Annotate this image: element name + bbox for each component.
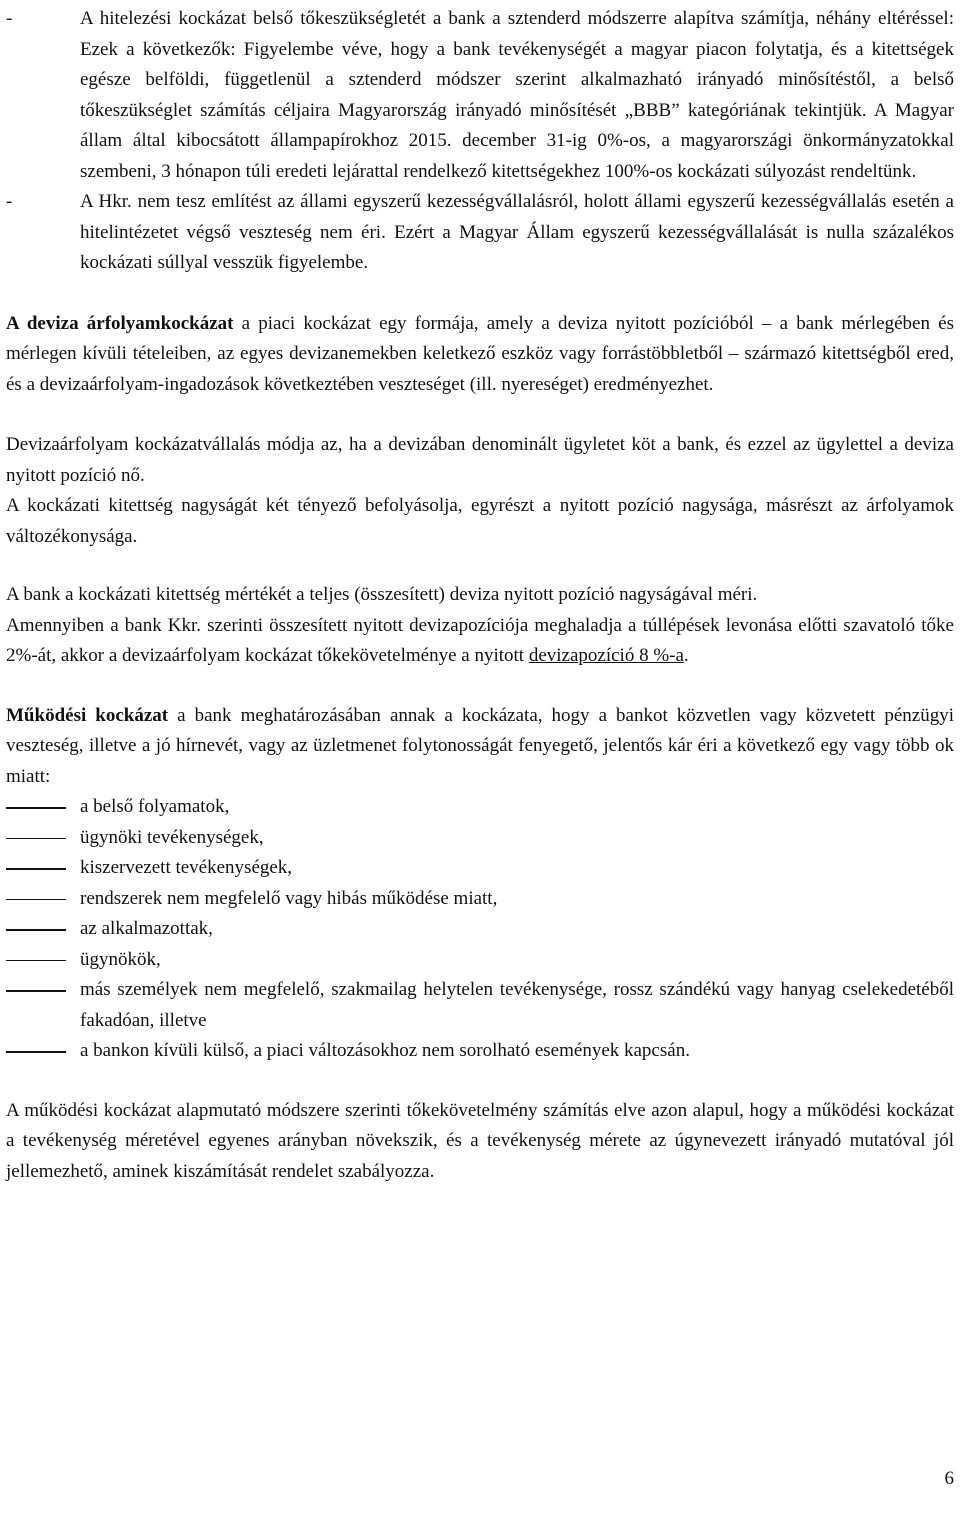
list-item: ügynöki tevékenységek, — [6, 823, 954, 854]
fx-risk-definition-paragraph — [6, 309, 954, 401]
list-item: a bankon kívüli külső, a piaci változásokhoz nem sorolható események kapcsán. — [6, 1036, 954, 1067]
list-item: kiszervezett tevékenységek, — [6, 853, 954, 884]
fx-risk-definition-text: a piaci kockázat egy formája, amely a deviza nyitott pozícióból ‒ a bank mérlegében és mérlegen kívüli tételeiben, az egyes devizanemekben keletkező eszköz vagy forrástöbbletből ‒ származó kitettségből ered, és a devizaárfolyam-ingadozások következtében veszteséget (ill. nyereséget) eredményezhet. — [6, 312, 955, 395]
credit-risk-capital-text: A hitelezési kockázat belső tőkeszükségletét a bank a sztenderd módszerre alapítva számítja, néhány eltéréssel: Ezek a következők: Figyelembe véve, hogy a bank tevékenységét a magyar piacon folytatja, és a kitettségek egésze belföldi, függetlenül a sztenderd módszer szerint alkalmazható irányadó minősítéstől, a belső tőkeszükséglet számítás céljaira Magyarország irányadó minősítését „BBB” kategóriának tekintjük. A Magyar állam által kibocsátott állampapírokhoz 2015. december 31-ig 0%-os, a magyarországi önkormányzatokkal szembeni, 3 hónapon túli eredeti lejárattal rendelkező kitettségekhez 100%-os kockázati súlyozást rendeltünk. — [80, 8, 954, 182]
list-item: az alkalmazottak, — [6, 914, 954, 945]
fx-capital-requirement-paragraph — [6, 611, 954, 672]
operational-risk-term: Működési kockázat — [6, 704, 169, 726]
fx-capital-requirement-end: . — [683, 645, 689, 666]
page-number: 6 — [944, 1468, 954, 1489]
operational-risk-causes-list — [6, 792, 954, 1067]
credit-risk-list-item — [6, 4, 954, 187]
fx-position-rate-underlined: devizapozíció 8 %-a — [528, 645, 684, 666]
list-dash-marker: - — [6, 8, 13, 29]
fx-exposure-measure-paragraph: A bank a kockázati kitettség mértékét a teljes (összesített) deviza nyitott pozíció nagyságával méri. — [6, 584, 758, 605]
list-item: rendszerek nem megfelelő vagy hibás működése miatt, — [6, 884, 954, 915]
basic-indicator-paragraph: A működési kockázat alapmutató módszere szerinti tőkekövetelmény számítás elve azon alapul, hogy a működési kockázat a tevékenység méretével egyenes arányban növekszik, és a tevékenység mérete az úgynevezett irányadó mutatóval jól jellemezhető, aminek kiszámítását rendelet szabályozza. — [6, 1099, 954, 1182]
operational-risk-intro-text: a bank meghatározásában annak a kockázata, hogy a bankot közvetlen vagy közvetett pénzügyi veszteség, illetve a jó hírnevét, vagy az üzletmenet folytonosságát fenyegető, jelentős kár éri a következő egy vagy több ok miatt: — [6, 704, 954, 787]
list-item: más személyek nem megfelelő, szakmailag helytelen tevékenysége, rossz szándékú vagy hanyag cselekedetéből fakadóan, illetve — [6, 975, 954, 1036]
fx-capital-requirement-text: Amennyiben a bank Kkr. szerinti összesített nyitott devizapozíciója meghaladja a túllépések levonása előtti szavatoló tőke 2%-át, akkor a devizaárfolyam kockázat tőkekövetelménye a nyitott — [6, 614, 954, 666]
list-item: a belső folyamatok, — [6, 792, 954, 823]
document-page — [6, 4, 954, 1187]
fx-exposure-factors-paragraph: A kockázati kitettség nagyságát két tényező befolyásolja, egyrészt a nyitott pozíció nagysága, másrészt az árfolyamok változékonysága. — [6, 495, 954, 547]
fx-risk-term: A deviza árfolyamkockázat — [6, 312, 234, 334]
fx-risk-taking-paragraph: Devizaárfolyam kockázatvállalás módja az, ha a devizában denominált ügyletet köt a bank, és ezzel az ügylettel a deviza nyitott pozíció nő. — [6, 434, 954, 486]
state-guarantee-list-item — [6, 187, 954, 279]
operational-risk-paragraph — [6, 701, 954, 793]
list-item: ügynökök, — [6, 945, 954, 976]
state-guarantee-text: A Hkr. nem tesz említést az állami egyszerű kezességvállalásról, holott állami egyszerű kezességvállalás esetén a hitelintézetet végső veszteség nem éri. Ezért a Magyar Állam egyszerű kezességvállalását is nulla százalékos kockázati súllyal vesszük figyelembe. — [80, 191, 954, 273]
list-dash-marker: - — [6, 191, 13, 212]
